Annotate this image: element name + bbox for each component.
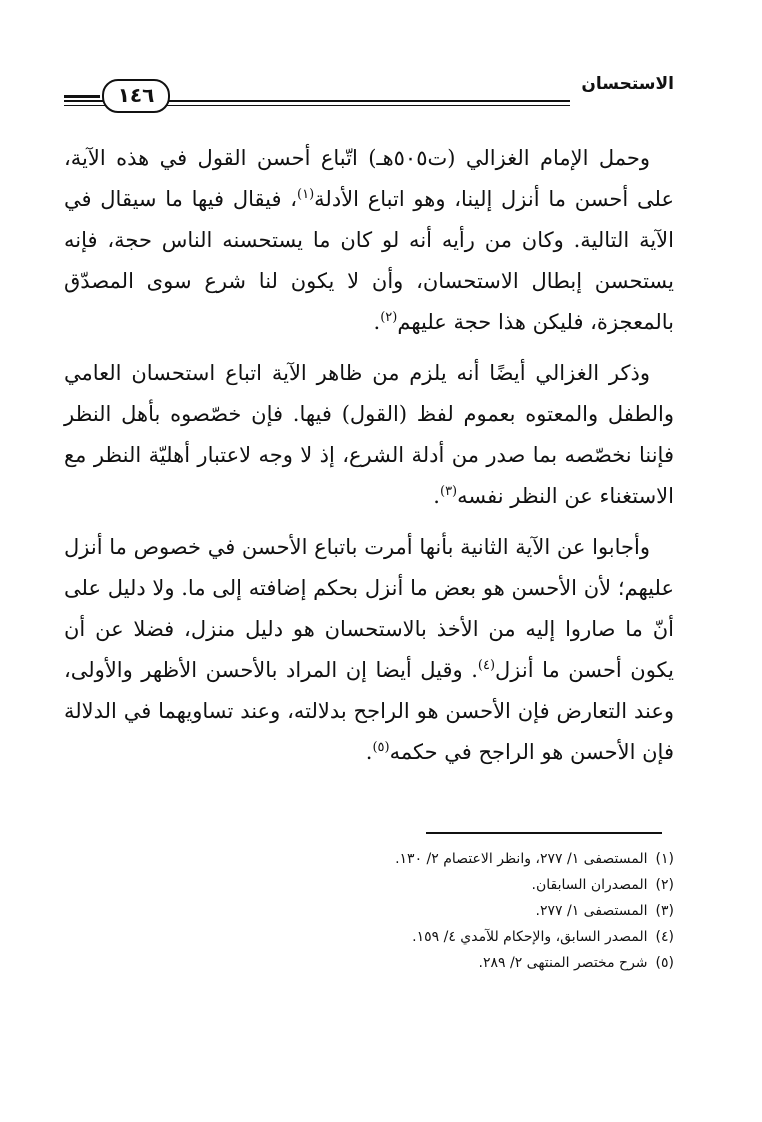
footnote-reference: (٢): [380, 310, 398, 325]
paragraph-text: وأجابوا عن الآية الثانية بأنها أمرت باتباع الأحسن في خصوص ما أنزل عليهم؛ لأن الأحسن هو بعض ما أنزل بحكم إضافته إلى ما. ولا دليل على أنّ ما صاروا إليه من الأخذ بالاستحسان هو دليل منزل، فضلا عن أن يكون أحسن ما أنزل: [64, 535, 674, 682]
footnote-number: (٤): [655, 929, 674, 945]
footnote-item: [64, 846, 674, 872]
footnote-number: (٣): [655, 903, 674, 919]
paragraph: [64, 527, 674, 773]
footnote-item: [64, 924, 674, 950]
paragraph-text: .: [373, 310, 381, 334]
footnote-item: [64, 872, 674, 898]
body-text: [64, 138, 674, 773]
footnote-reference: (٤): [477, 658, 496, 673]
paragraph-text: وحمل الإمام الغزالي (ت٥٠٥هـ) اتّباع أحسن القول في هذه الآية، على أحسن ما أنزل إلينا، وهو اتباع الأدلة: [64, 146, 674, 211]
footnote-item: [64, 950, 674, 976]
footnote-text: شرح مختصر المنتهى ٢/ ٢٨٩.: [478, 955, 648, 971]
footnotes: [64, 846, 674, 976]
footnote-number: (١): [655, 851, 674, 867]
page-number: ١٤٦: [102, 79, 170, 113]
page-number-ornament: [64, 95, 100, 98]
footnote-reference: (٥): [372, 740, 390, 755]
paragraph: [64, 138, 674, 343]
paragraph-text: . وقيل أيضا إن المراد بالأحسن الأظهر والأولى، وعند التعارض فإن الأحسن هو الراجح بدلالته، وعند تساويهما في الدلالة فإن الأحسن هو الراجح في حكمه: [64, 658, 674, 764]
page-header: [64, 70, 674, 110]
paragraph-text: وذكر الغزالي أيضًا أنه يلزم من ظاهر الآية اتباع استحسان العامي والطفل والمعتوه بعموم لفظ (القول) فيها. فإن خصّصوه بأهل النظر فإننا نخصّصه بما صدر من أدلة الشرع، إذ لا وجه لاعتبار أهليّة النظر مع الاستغناء عن النظر نفسه: [64, 361, 674, 508]
footnote-text: المصدران السابقان.: [531, 877, 648, 893]
paragraph-text: ، فيقال فيها ما سيقال في الآية التالية. وكان من رأيه أنه لو كان ما يستحسنه الناس حجة، فإنه يستحسن إبطال الاستحسان، وأن لا يكون لنا شرع سوى المصدّق بالمعجزة، فليكن هذا حجة عليهم: [64, 187, 674, 334]
paragraph: [64, 353, 674, 517]
footnote-reference: (٣): [439, 484, 458, 499]
footnote-text: المستصفى ١/ ٢٧٧.: [535, 903, 648, 919]
footnote-text: المصدر السابق، والإحكام للآمدي ٤/ ١٥٩.: [412, 929, 648, 945]
footnote-reference: (١): [297, 187, 315, 202]
footnote-item: [64, 898, 674, 924]
footnote-text: المستصفى ١/ ٢٧٧، وانظر الاعتصام ٢/ ١٣٠.: [395, 851, 648, 867]
footnote-number: (٢): [655, 877, 674, 893]
paragraph-text: .: [365, 740, 373, 764]
running-title: الاستحسان: [581, 74, 674, 94]
footnote-separator: [426, 832, 662, 834]
footnote-number: (٥): [655, 955, 674, 971]
paragraph-text: .: [433, 484, 440, 508]
